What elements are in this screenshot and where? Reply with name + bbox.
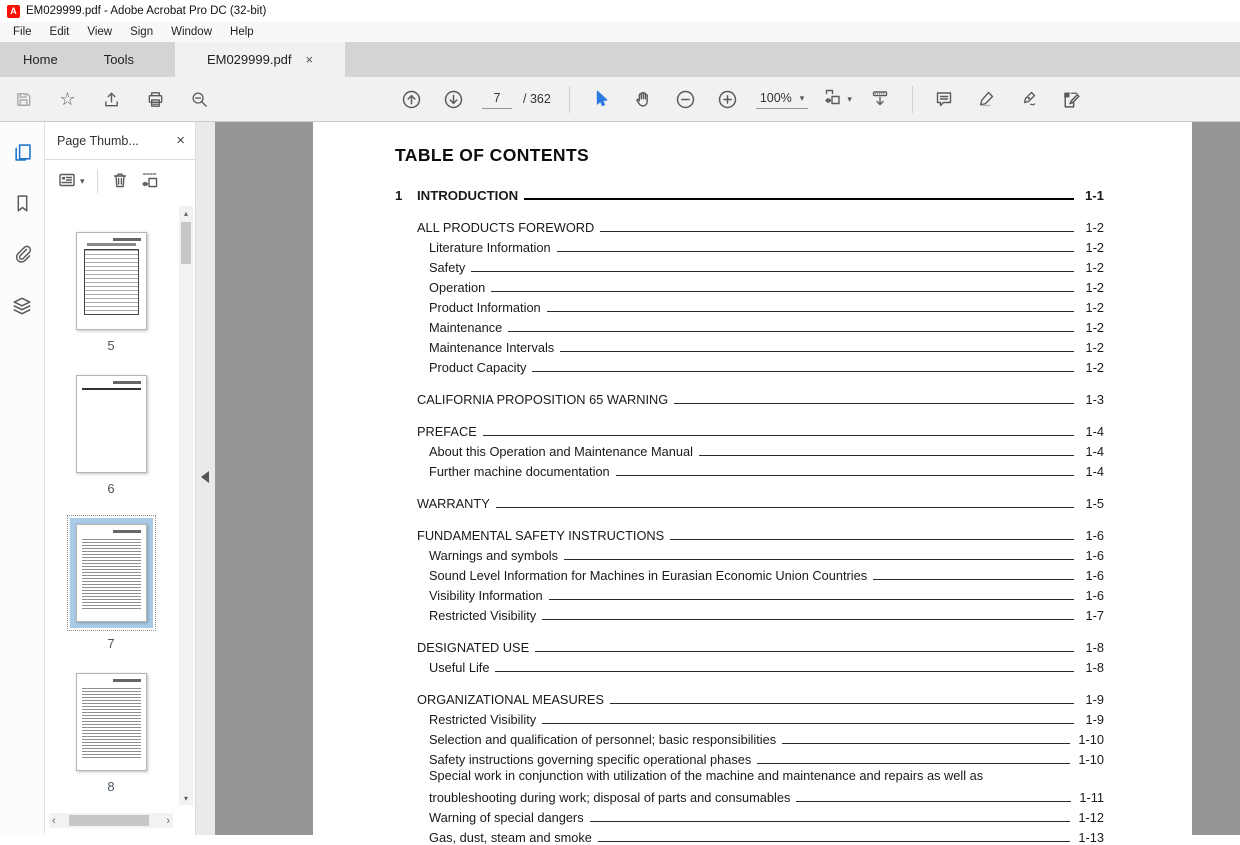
page-thumbnails-panel-button[interactable] <box>9 142 35 168</box>
chevron-down-icon: ▾ <box>847 93 852 104</box>
zoom-in-button[interactable] <box>714 86 741 113</box>
toc-entry-label: Maintenance Intervals <box>429 340 555 355</box>
toc-leader-line <box>496 507 1074 508</box>
menu-file[interactable]: File <box>13 26 32 38</box>
page-thumbnails-icon <box>11 141 34 169</box>
toc-leader-line <box>542 619 1074 620</box>
menu-view[interactable]: View <box>87 26 113 38</box>
minus-circle-icon <box>675 89 696 110</box>
toc-leader-line <box>549 599 1074 600</box>
page-fit-select[interactable] <box>823 87 852 112</box>
page-count-label: / 362 <box>523 92 551 106</box>
toc-leader-line <box>590 821 1071 822</box>
toc-page-number: 1-2 <box>1085 240 1104 255</box>
toc-leader-line <box>495 671 1074 672</box>
printer-icon <box>146 90 165 109</box>
options-list-icon <box>57 170 77 193</box>
toc-entry-label: ALL PRODUCTS FOREWORD <box>417 220 595 235</box>
toc-entry-label: Safety instructions governing specific operational phases <box>429 752 752 767</box>
toc-leader-line <box>508 331 1074 332</box>
toc-entry-label: troubleshooting during work; disposal of parts and consumables <box>429 790 791 805</box>
menu-window[interactable]: Window <box>171 26 213 38</box>
toc-leader-line <box>598 841 1070 842</box>
panel-vertical-scrollbar[interactable] <box>179 206 193 805</box>
toc-entry <box>429 747 1104 767</box>
highlighter-icon <box>976 89 996 109</box>
toc-page-number: 1-6 <box>1085 568 1104 583</box>
sign-button[interactable] <box>1015 86 1042 113</box>
toc-entry <box>417 387 1104 407</box>
toc-page-number: 1-2 <box>1085 220 1104 235</box>
toc-entry <box>429 355 1104 375</box>
highlight-button[interactable] <box>973 86 1000 113</box>
toc-entry <box>429 235 1104 255</box>
toc-leader-line <box>796 801 1071 802</box>
thumbnail-options-button[interactable] <box>57 170 85 193</box>
toc-page-number: 1-4 <box>1085 444 1104 459</box>
toc-entry <box>417 635 1104 655</box>
magnifier-minus-icon <box>190 90 209 109</box>
comment-bubble-icon <box>934 89 954 109</box>
toc-page-number: 1-12 <box>1078 810 1104 825</box>
thumbnail-item-selected[interactable] <box>45 518 177 651</box>
chevron-down-icon: ▾ <box>80 175 85 186</box>
toc-entry-label: Warning of special dangers <box>429 810 584 825</box>
toc-leader-line <box>471 271 1074 272</box>
bookmark-icon <box>12 193 33 219</box>
toc-leader-line <box>535 651 1074 652</box>
toc-entry-label: CALIFORNIA PROPOSITION 65 WARNING <box>417 392 669 407</box>
menu-edit[interactable]: Edit <box>49 26 70 38</box>
toc-entry-label: INTRODUCTION <box>417 188 519 203</box>
previous-page-button[interactable] <box>398 86 425 113</box>
toolbar-divider <box>569 86 570 113</box>
toc-entry-label: Safety <box>429 260 466 275</box>
page-size-button[interactable] <box>140 170 160 193</box>
tab-document[interactable] <box>175 42 345 77</box>
toc-entry-label: Visibility Information <box>429 588 543 603</box>
window-title: EM029999.pdf - Adobe Acrobat Pro DC (32-bit) <box>26 5 267 17</box>
panel-title: Page Thumb... <box>57 133 139 148</box>
page-thumbnail[interactable] <box>76 524 147 622</box>
toc-page-number: 1-9 <box>1085 712 1104 727</box>
tab-home[interactable]: Home <box>23 52 58 67</box>
toc-entry <box>417 215 1104 235</box>
toc-leader-line <box>610 703 1074 704</box>
toc-page-number: 1-10 <box>1078 732 1104 747</box>
main-toolbar <box>0 77 1240 122</box>
toc-page-number: 1-2 <box>1085 320 1104 335</box>
paperclip-icon <box>12 244 33 270</box>
toc-entry <box>429 603 1104 623</box>
scroll-down-icon[interactable]: ▾ <box>183 793 188 803</box>
toc-leader-line <box>782 743 1070 744</box>
toc-entry-wrap-line: Special work in conjunction with utilization of the machine and maintenance and repairs as well as <box>429 768 984 783</box>
title-bar <box>0 0 1240 22</box>
toc-entry <box>417 687 1104 707</box>
acrobat-app-icon: A <box>7 5 20 18</box>
toc-leader-line <box>616 475 1074 476</box>
trash-icon <box>110 170 130 193</box>
toc-entry-label: Warnings and symbols <box>429 548 558 563</box>
layers-icon <box>11 295 33 322</box>
toc-entry <box>395 183 1104 203</box>
thumbnails-panel-header <box>45 122 195 160</box>
thumbnail-item[interactable] <box>45 232 177 353</box>
page-fit-icon <box>823 87 843 112</box>
thumbnail-item[interactable] <box>45 375 177 496</box>
collapse-panel-icon[interactable] <box>201 471 209 483</box>
toc-page-number: 1-11 <box>1079 790 1104 805</box>
select-tool-button[interactable] <box>588 86 615 113</box>
thumbnail-preview-art <box>82 688 141 760</box>
toc-entry <box>429 583 1104 603</box>
toc-entry <box>429 295 1104 315</box>
menu-help[interactable]: Help <box>230 26 254 38</box>
document-view-area[interactable] <box>215 122 1240 845</box>
toc-page-number: 1-2 <box>1085 340 1104 355</box>
zoom-out-button[interactable] <box>672 86 699 113</box>
toc-chapter-number: 1 <box>395 188 403 203</box>
toc-entry-label: FUNDAMENTAL SAFETY INSTRUCTIONS <box>417 528 665 543</box>
toc-entry-label: About this Operation and Maintenance Manual <box>429 444 693 459</box>
tab-document-label: EM029999.pdf <box>206 52 292 67</box>
toc-leader-line <box>557 251 1074 252</box>
thumbnail-preview-art <box>84 249 139 315</box>
toc-page-number: 1-3 <box>1085 392 1104 407</box>
toc-entry <box>429 255 1104 275</box>
share-button[interactable] <box>98 86 125 113</box>
toc-entry <box>429 805 1104 825</box>
zoom-level-select[interactable] <box>756 89 809 109</box>
scroll-up-icon[interactable]: ▴ <box>183 208 188 218</box>
toc-page-number: 1-1 <box>1084 188 1104 203</box>
thumbnail-page-number: 7 <box>107 636 115 651</box>
toc-page-number: 1-5 <box>1085 496 1104 511</box>
tab-close-icon[interactable]: × <box>305 52 314 67</box>
zoom-level-value: 100% <box>759 91 792 105</box>
toc-entry <box>417 419 1104 439</box>
toc-entry <box>429 655 1104 675</box>
toc-leader-line <box>560 351 1074 352</box>
toc-page-number: 1-6 <box>1085 528 1104 543</box>
scroll-right-icon[interactable]: › <box>166 814 170 827</box>
toc-entry-label: Operation <box>429 280 486 295</box>
toc-entry-label: Restricted Visibility <box>429 608 537 623</box>
cursor-arrow-icon <box>592 90 610 108</box>
toc-leader-line <box>873 579 1074 580</box>
page-thumbnail[interactable] <box>76 673 147 771</box>
menu-sign[interactable]: Sign <box>130 26 154 38</box>
toc-page-number: 1-2 <box>1085 260 1104 275</box>
thumbnails-panel-toolbar <box>45 160 195 202</box>
toc-page-number: 1-4 <box>1085 464 1104 479</box>
horizontal-scroll-thumb[interactable] <box>69 815 149 826</box>
toc-leader-line <box>542 723 1074 724</box>
panel-collapse-strip[interactable] <box>195 122 215 835</box>
toc-entry-label: Gas, dust, steam and smoke <box>429 830 592 845</box>
toc-entry-label: Further machine documentation <box>429 464 610 479</box>
star-icon: ☆ <box>59 89 76 109</box>
toc-entry-label: ORGANIZATIONAL MEASURES <box>417 692 605 707</box>
toc-entry-label: Product Information <box>429 300 541 315</box>
toc-entry <box>429 335 1104 355</box>
toc-page-number: 1-10 <box>1078 752 1104 767</box>
toc-entry-label: Product Capacity <box>429 360 527 375</box>
thumbnail-page-number: 5 <box>107 338 115 353</box>
save-icon <box>14 90 33 109</box>
layers-panel-button[interactable] <box>9 295 35 321</box>
toc-page-number: 1-2 <box>1085 280 1104 295</box>
delete-page-button[interactable] <box>110 170 130 193</box>
save-button[interactable] <box>10 86 37 113</box>
page-up-icon <box>401 89 422 110</box>
plus-circle-icon <box>717 89 738 110</box>
panel-horizontal-scrollbar[interactable] <box>49 813 173 828</box>
toc-entry <box>417 491 1104 511</box>
toc-page-number: 1-8 <box>1085 660 1104 675</box>
toc-entry <box>429 439 1104 459</box>
chevron-down-icon: ▾ <box>799 92 805 103</box>
share-upload-icon <box>102 90 121 109</box>
print-button[interactable] <box>142 86 169 113</box>
attachments-panel-button[interactable] <box>9 244 35 270</box>
toc-leader-line <box>600 231 1074 232</box>
toc-entry <box>429 563 1104 583</box>
toc-leader-line <box>670 539 1074 540</box>
toc-page-number: 1-13 <box>1078 830 1104 845</box>
thumbnail-page-number: 6 <box>107 481 115 496</box>
toc-leader-line <box>491 291 1074 292</box>
toc-page-number: 1-4 <box>1085 424 1104 439</box>
vertical-scroll-thumb[interactable] <box>181 222 191 264</box>
hand-tool-button[interactable] <box>630 86 657 113</box>
toc-entry-label: Restricted Visibility <box>429 712 537 727</box>
bookmarks-panel-button[interactable] <box>9 193 35 219</box>
thumbnail-page-number: 8 <box>107 779 115 794</box>
toc-entry <box>429 275 1104 295</box>
toc-entry <box>429 459 1104 479</box>
next-page-button[interactable] <box>440 86 467 113</box>
toc-leader-line <box>564 559 1074 560</box>
toc-list <box>395 183 1104 845</box>
toc-leader-line <box>532 371 1074 372</box>
toc-page-number: 1-6 <box>1085 588 1104 603</box>
scroll-left-icon[interactable]: ‹ <box>52 814 56 827</box>
toc-entry-label: Maintenance <box>429 320 503 335</box>
hand-icon <box>633 89 653 109</box>
fill-and-sign-icon <box>1060 89 1081 110</box>
scrolling-mode-icon <box>870 89 890 109</box>
favorite-star-button[interactable] <box>54 86 81 113</box>
toc-entry <box>429 767 1104 805</box>
toolbar-divider <box>912 86 913 113</box>
pen-nib-icon <box>1018 89 1038 109</box>
page-down-icon <box>443 89 464 110</box>
toc-leader-line <box>699 455 1074 456</box>
menu-bar <box>0 22 1240 42</box>
toc-entry-label: PREFACE <box>417 424 477 439</box>
toc-leader-line <box>483 435 1074 436</box>
toc-entry <box>429 315 1104 335</box>
toc-entry-label: DESIGNATED USE <box>417 640 530 655</box>
toc-leader-line <box>524 198 1074 200</box>
scrolling-mode-button[interactable] <box>867 86 894 113</box>
main-area <box>0 122 1240 845</box>
toc-entry-label: Useful Life <box>429 660 490 675</box>
toc-entry <box>429 543 1104 563</box>
toc-entry <box>429 727 1104 747</box>
panel-close-icon[interactable]: × <box>176 132 185 149</box>
toc-entry-label: Sound Level Information for Machines in Eurasian Economic Union Countries <box>429 568 868 583</box>
toc-page-number: 1-7 <box>1085 608 1104 623</box>
toc-page-number: 1-6 <box>1085 548 1104 563</box>
page-thumbnail[interactable] <box>76 375 147 473</box>
marquee-zoom-button[interactable] <box>186 86 213 113</box>
panel-toolbar-divider <box>97 169 98 193</box>
toc-leader-line <box>547 311 1074 312</box>
thumbnail-item[interactable] <box>45 673 177 794</box>
toc-page-number: 1-2 <box>1085 300 1104 315</box>
navigation-rail <box>0 122 45 835</box>
thumbnail-preview-art <box>82 390 141 462</box>
toc-leader-line <box>674 403 1074 404</box>
page-number-input[interactable]: 7 <box>482 89 512 109</box>
toc-entry-label: Selection and qualification of personnel; basic responsibilities <box>429 732 777 747</box>
page-thumbnail[interactable] <box>76 232 147 330</box>
toc-page-number: 1-8 <box>1085 640 1104 655</box>
toc-page-number: 1-2 <box>1085 360 1104 375</box>
thumbnail-list <box>45 206 177 807</box>
fill-and-sign-button[interactable] <box>1057 86 1084 113</box>
page-size-icon <box>140 170 160 193</box>
toc-entry <box>429 707 1104 727</box>
comment-button[interactable] <box>931 86 958 113</box>
toc-entry <box>417 523 1104 543</box>
page-title: TABLE OF CONTENTS <box>395 145 590 165</box>
toc-leader-line <box>757 763 1070 764</box>
pdf-page <box>313 122 1192 845</box>
toc-entry-label: WARRANTY <box>417 496 490 511</box>
toc-page-number: 1-9 <box>1085 692 1104 707</box>
thumbnail-preview-art <box>82 539 141 611</box>
toc-entry <box>429 825 1104 845</box>
tab-tools[interactable]: Tools <box>103 52 135 67</box>
toc-entry-label: Literature Information <box>429 240 551 255</box>
thumbnails-panel <box>45 122 195 835</box>
tab-bar <box>0 42 1240 77</box>
